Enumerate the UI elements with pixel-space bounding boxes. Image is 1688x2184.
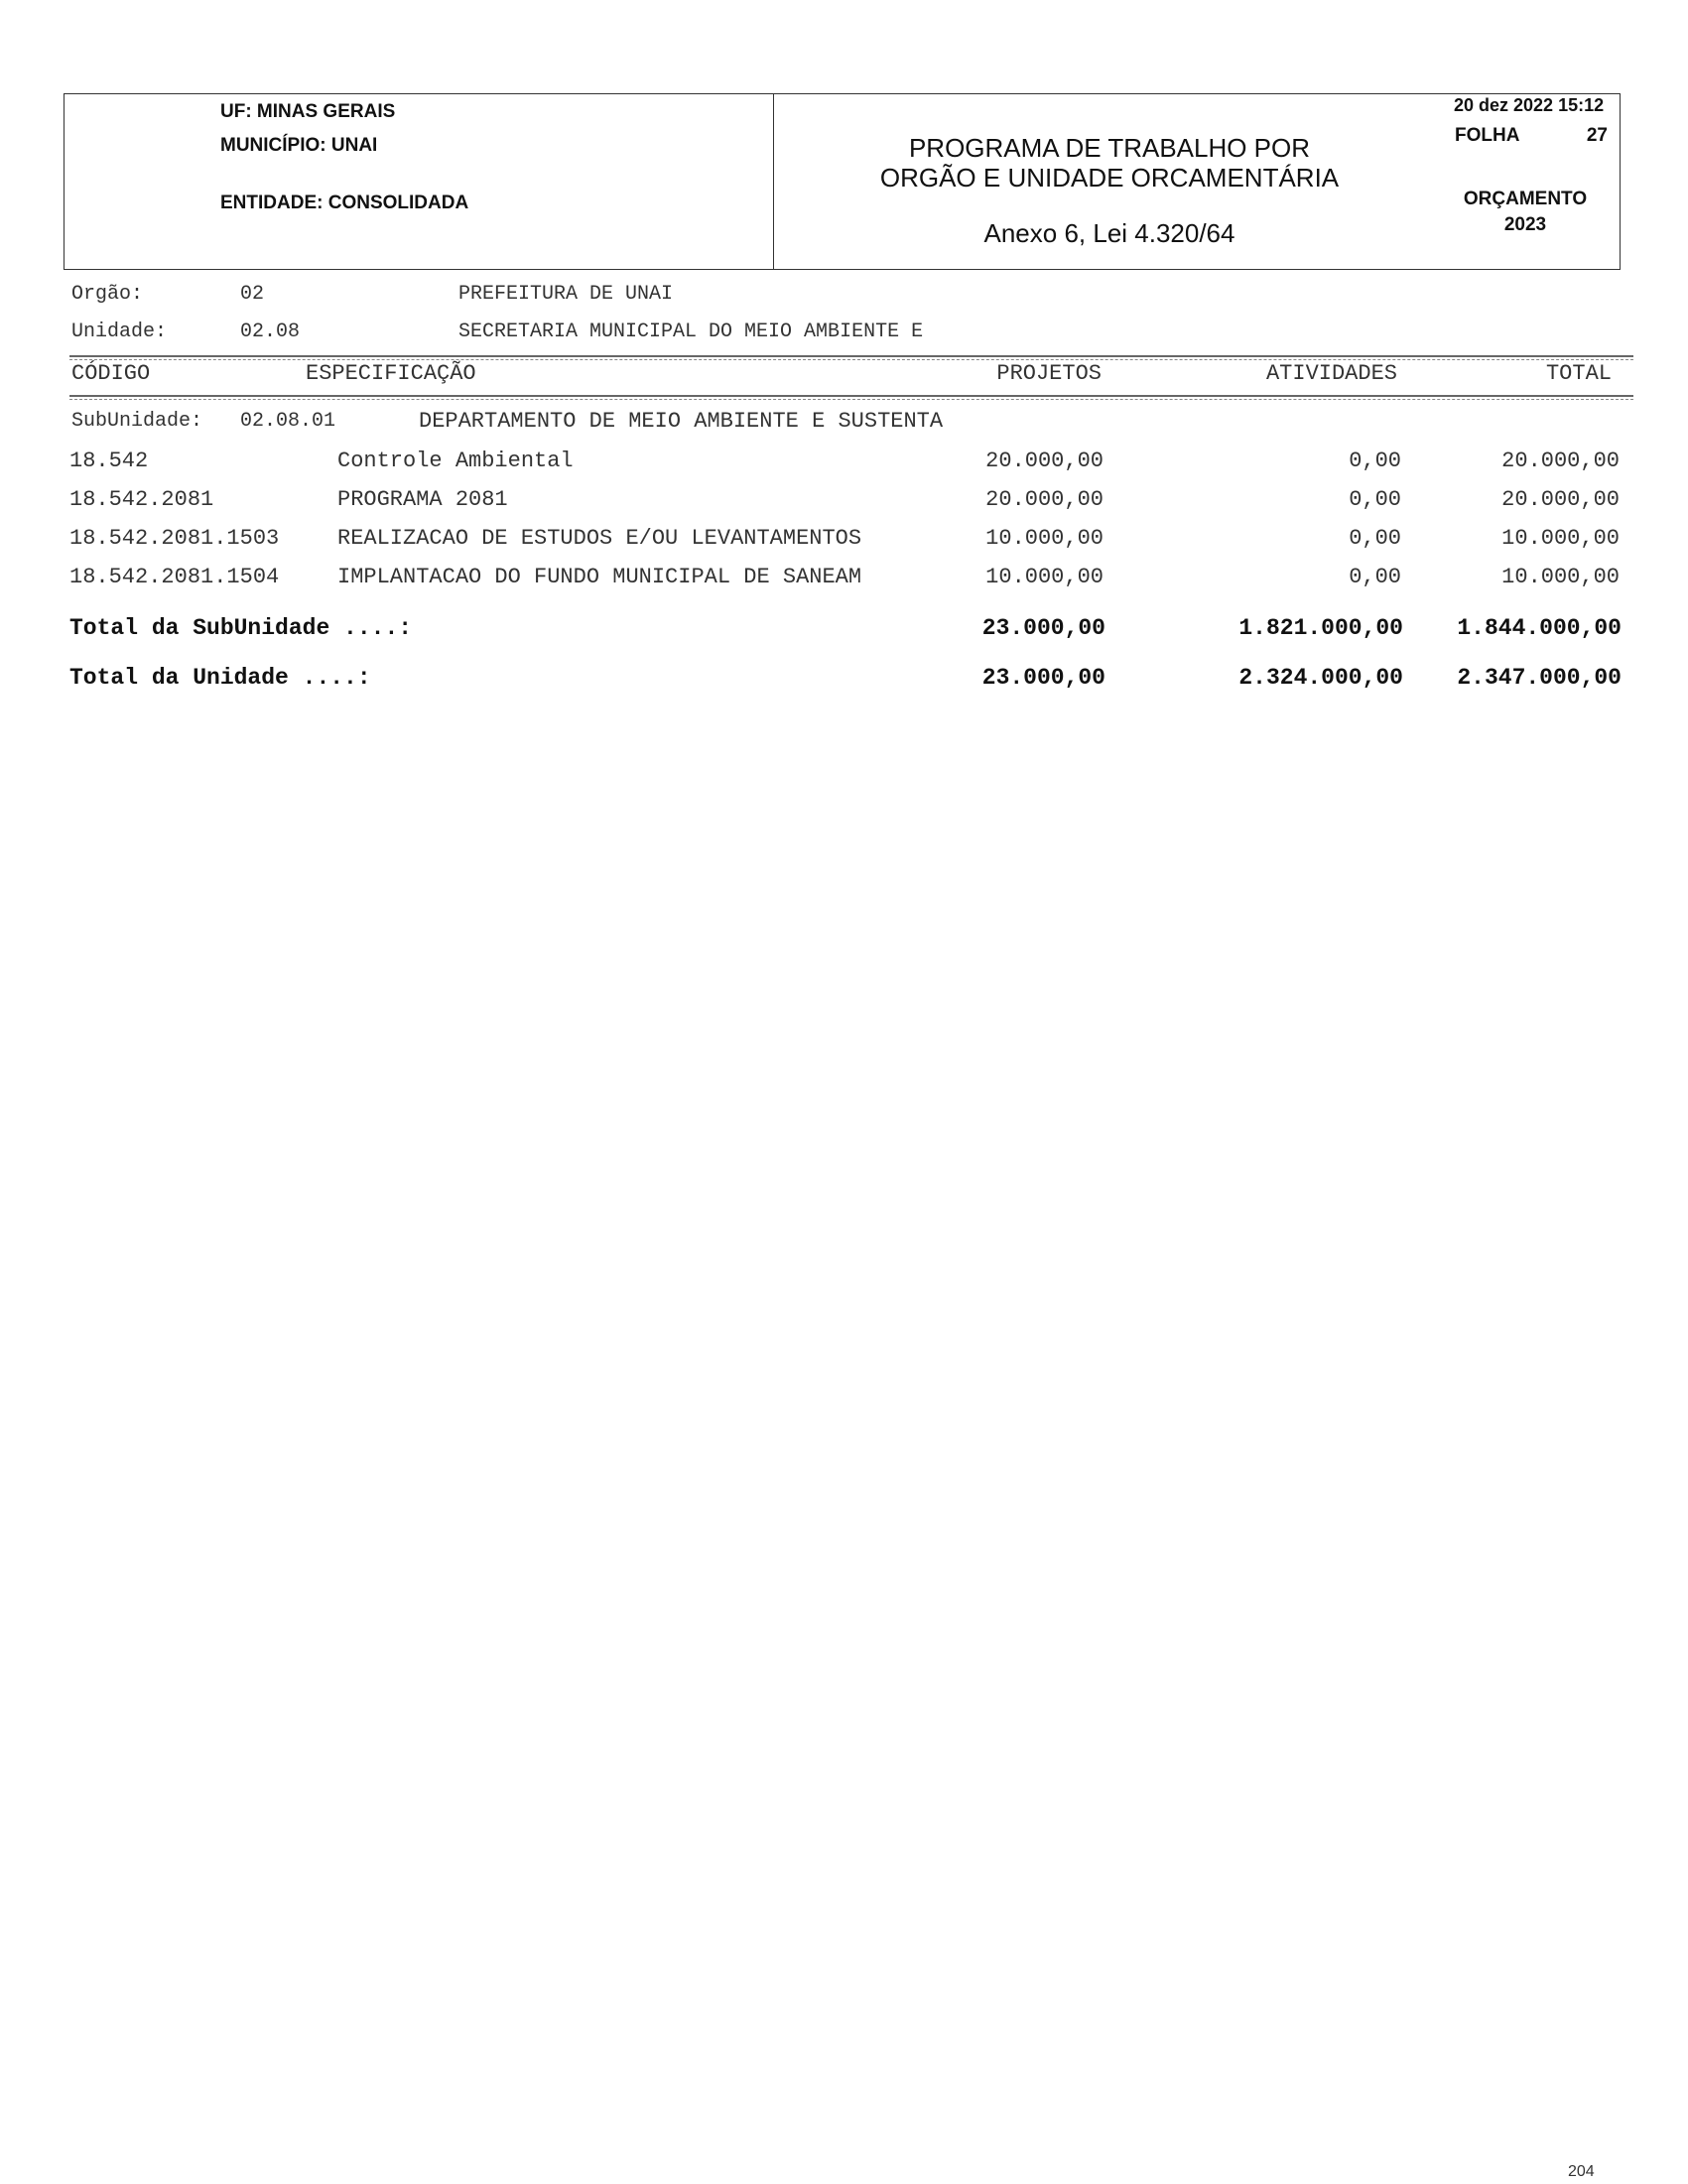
row-codigo: 18.542.2081.1504 [69,565,280,589]
municipio-label: MUNICÍPIO: UNAI [220,135,378,156]
col-header-codigo: CÓDIGO [71,361,151,386]
row-especificacao: PROGRAMA 2081 [337,487,508,512]
anexo-label: Anexo 6, Lei 4.320/64 [983,218,1235,248]
total-subunidade-projetos: 23.000,00 [981,615,1105,641]
row-atividades: 0,00 [1349,526,1401,551]
total-subunidade-total: 1.844.000,00 [1457,615,1622,641]
total-unidade-label: Total da Unidade ....: [69,665,371,691]
row-atividades: 0,00 [1349,487,1401,512]
total-subunidade-label: Total da SubUnidade ....: [69,615,413,641]
unidade-name: SECRETARIA MUNICIPAL DO MEIO AMBIENTE E [458,321,924,343]
orgao-name: PREFEITURA DE UNAI [458,283,674,306]
row-codigo: 18.542.2081.1503 [69,526,280,551]
total-unidade-atividades: 2.324.000,00 [1238,665,1403,691]
col-header-especificacao: ESPECIFICAÇÃO [306,361,476,386]
unidade-label: Unidade: [71,321,168,343]
subunidade-code: 02.08.01 [240,410,336,433]
col-header-projetos: PROJETOS [996,361,1102,386]
row-especificacao: Controle Ambiental [337,449,574,473]
page-number: 204 [1568,2163,1595,2180]
row-projetos: 20.000,00 [985,449,1104,473]
total-subunidade-atividades: 1.821.000,00 [1238,615,1403,641]
row-especificacao: REALIZACAO DE ESTUDOS E/OU LEVANTAMENTOS [337,526,862,551]
row-total: 10.000,00 [1501,526,1620,551]
folha-number: 27 [1586,125,1608,146]
report-title-line1: PROGRAMA DE TRABALHO POR [908,133,1311,163]
col-header-atividades: ATIVIDADES [1265,361,1397,386]
row-projetos: 20.000,00 [985,487,1104,512]
header-divider [773,93,774,270]
orgao-label: Orgão: [71,283,144,306]
entidade-label: ENTIDADE: CONSOLIDADA [220,193,469,213]
report-title-line2: ORGÃO E UNIDADE ORCAMENTÁRIA [879,163,1340,193]
table-header-rule [69,395,1633,397]
row-codigo: 18.542.2081 [69,487,214,512]
uf-label: UF: MINAS GERAIS [220,101,396,122]
unidade-code: 02.08 [240,321,301,343]
row-projetos: 10.000,00 [985,565,1104,589]
orcamento-label: ORÇAMENTO [1463,189,1588,209]
row-atividades: 0,00 [1349,449,1401,473]
total-unidade-projetos: 23.000,00 [981,665,1105,691]
subunidade-label: SubUnidade: [71,410,203,433]
report-datetime: 20 dez 2022 15:12 [1454,95,1605,115]
orgao-code: 02 [240,283,265,306]
row-total: 10.000,00 [1501,565,1620,589]
row-especificacao: IMPLANTACAO DO FUNDO MUNICIPAL DE SANEAM [337,565,862,589]
folha-label: FOLHA [1455,125,1520,146]
total-unidade-total: 2.347.000,00 [1457,665,1622,691]
col-header-total: TOTAL [1545,361,1612,386]
row-projetos: 10.000,00 [985,526,1104,551]
row-codigo: 18.542 [69,449,149,473]
row-total: 20.000,00 [1501,487,1620,512]
row-total: 20.000,00 [1501,449,1620,473]
subunidade-name: DEPARTAMENTO DE MEIO AMBIENTE E SUSTENTA [419,409,944,434]
row-atividades: 0,00 [1349,565,1401,589]
table-top-rule [69,355,1633,357]
orcamento-year: 2023 [1503,214,1547,235]
